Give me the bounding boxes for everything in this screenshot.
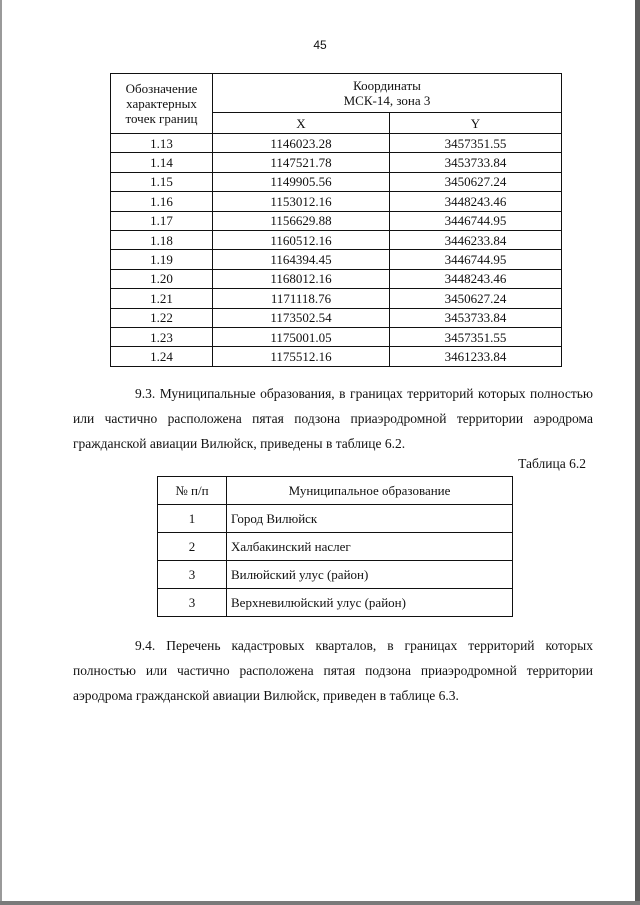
row-number-cell: 2 <box>158 533 227 561</box>
mun-header-row <box>158 477 513 505</box>
table-row <box>111 192 562 211</box>
page-number: 45 <box>313 38 327 52</box>
table-row <box>111 230 562 249</box>
x-coordinate-cell: 1173502.54 <box>213 308 390 327</box>
table-row <box>158 533 513 561</box>
table-row <box>111 172 562 191</box>
paragraph-9-4 <box>73 633 593 708</box>
municipality-name-cell: Вилюйский улус (район) <box>227 561 513 589</box>
x-coordinate-cell: 1168012.16 <box>213 269 390 288</box>
y-coordinate-cell: 3448243.46 <box>390 269 562 288</box>
row-number-cell: 1 <box>158 505 227 533</box>
row-number-cell: 3 <box>158 589 227 617</box>
table-row <box>111 327 562 346</box>
page-edge-right <box>635 0 640 905</box>
page-edge-bottom <box>0 901 640 905</box>
y-coordinate-cell: 3461233.84 <box>390 347 562 366</box>
x-coordinate-cell: 1156629.88 <box>213 211 390 230</box>
header-municipality: Муниципальное образование <box>227 477 513 505</box>
point-id-cell: 1.16 <box>111 192 213 211</box>
point-id-cell: 1.13 <box>111 134 213 153</box>
point-id-cell: 1.17 <box>111 211 213 230</box>
header-group-line-2: МСК-14, зона 3 <box>343 93 431 108</box>
table-row <box>111 269 562 288</box>
header-point-designation <box>111 74 213 134</box>
table-row <box>158 561 513 589</box>
table-6-2-caption: Таблица 6.2 <box>518 456 586 471</box>
paragraph-9-3-line-2: или частично расположена пятая подзона приаэродромной территории аэродрома <box>73 411 593 426</box>
table-row <box>111 308 562 327</box>
row-number-cell: 3 <box>158 561 227 589</box>
header-group-line-1: Координаты <box>353 78 421 93</box>
x-coordinate-cell: 1164394.45 <box>213 250 390 269</box>
point-id-cell: 1.15 <box>111 172 213 191</box>
paragraph-9-3-line-1: 9.3. Муниципальные образования, в границах территорий которых полностью <box>135 386 593 401</box>
municipality-name-cell: Верхневилюйский улус (район) <box>227 589 513 617</box>
point-id-cell: 1.20 <box>111 269 213 288</box>
header-row-number: № п/п <box>158 477 227 505</box>
point-id-cell: 1.14 <box>111 153 213 172</box>
table-row <box>111 211 562 230</box>
paragraph-9-4-line-3: аэродрома гражданской авиации Вилюйск, приведен в таблице 6.3. <box>73 688 459 703</box>
x-coordinate-cell: 1146023.28 <box>213 134 390 153</box>
coordinates-table <box>110 73 562 367</box>
municipalities-table <box>157 476 513 617</box>
page-edge-left <box>0 0 2 905</box>
header-label-line-3: точек границ <box>125 111 198 126</box>
point-id-cell: 1.21 <box>111 289 213 308</box>
y-coordinate-cell: 3446744.95 <box>390 250 562 269</box>
y-coordinate-cell: 3446744.95 <box>390 211 562 230</box>
paragraph-9-3-line-3: гражданской авиации Вилюйск, приведены в таблице 6.2. <box>73 436 406 451</box>
table-row <box>111 153 562 172</box>
municipality-name-cell: Халбакинский наслег <box>227 533 513 561</box>
table-row <box>111 289 562 308</box>
point-id-cell: 1.23 <box>111 327 213 346</box>
table-row <box>111 250 562 269</box>
y-coordinate-cell: 3457351.55 <box>390 327 562 346</box>
header-label-line-1: Обозначение <box>125 81 198 96</box>
header-coordinates-group <box>213 74 562 113</box>
paragraph-9-3 <box>73 381 593 456</box>
y-coordinate-cell: 3450627.24 <box>390 289 562 308</box>
header-label-line-2: характерных <box>126 96 197 111</box>
y-coordinate-cell: 3453733.84 <box>390 308 562 327</box>
table-row <box>111 134 562 153</box>
x-coordinate-cell: 1175001.05 <box>213 327 390 346</box>
point-id-cell: 1.19 <box>111 250 213 269</box>
point-id-cell: 1.18 <box>111 230 213 249</box>
paragraph-9-4-line-1: 9.4. Перечень кадастровых кварталов, в границах территорий которых <box>135 638 593 653</box>
table-row <box>158 505 513 533</box>
y-coordinate-cell: 3453733.84 <box>390 153 562 172</box>
table-row <box>111 347 562 366</box>
x-coordinate-cell: 1147521.78 <box>213 153 390 172</box>
header-y: Y <box>390 113 562 134</box>
y-coordinate-cell: 3446233.84 <box>390 230 562 249</box>
table-row <box>158 589 513 617</box>
x-coordinate-cell: 1175512.16 <box>213 347 390 366</box>
header-x: X <box>213 113 390 134</box>
municipality-name-cell: Город Вилюйск <box>227 505 513 533</box>
y-coordinate-cell: 3457351.55 <box>390 134 562 153</box>
paragraph-9-4-line-2: полностью или частично расположена пятая подзона приаэродромной территории <box>73 663 593 678</box>
x-coordinate-cell: 1149905.56 <box>213 172 390 191</box>
x-coordinate-cell: 1160512.16 <box>213 230 390 249</box>
x-coordinate-cell: 1171118.76 <box>213 289 390 308</box>
y-coordinate-cell: 3450627.24 <box>390 172 562 191</box>
point-id-cell: 1.24 <box>111 347 213 366</box>
y-coordinate-cell: 3448243.46 <box>390 192 562 211</box>
x-coordinate-cell: 1153012.16 <box>213 192 390 211</box>
coord-header-row-1 <box>111 74 562 113</box>
point-id-cell: 1.22 <box>111 308 213 327</box>
